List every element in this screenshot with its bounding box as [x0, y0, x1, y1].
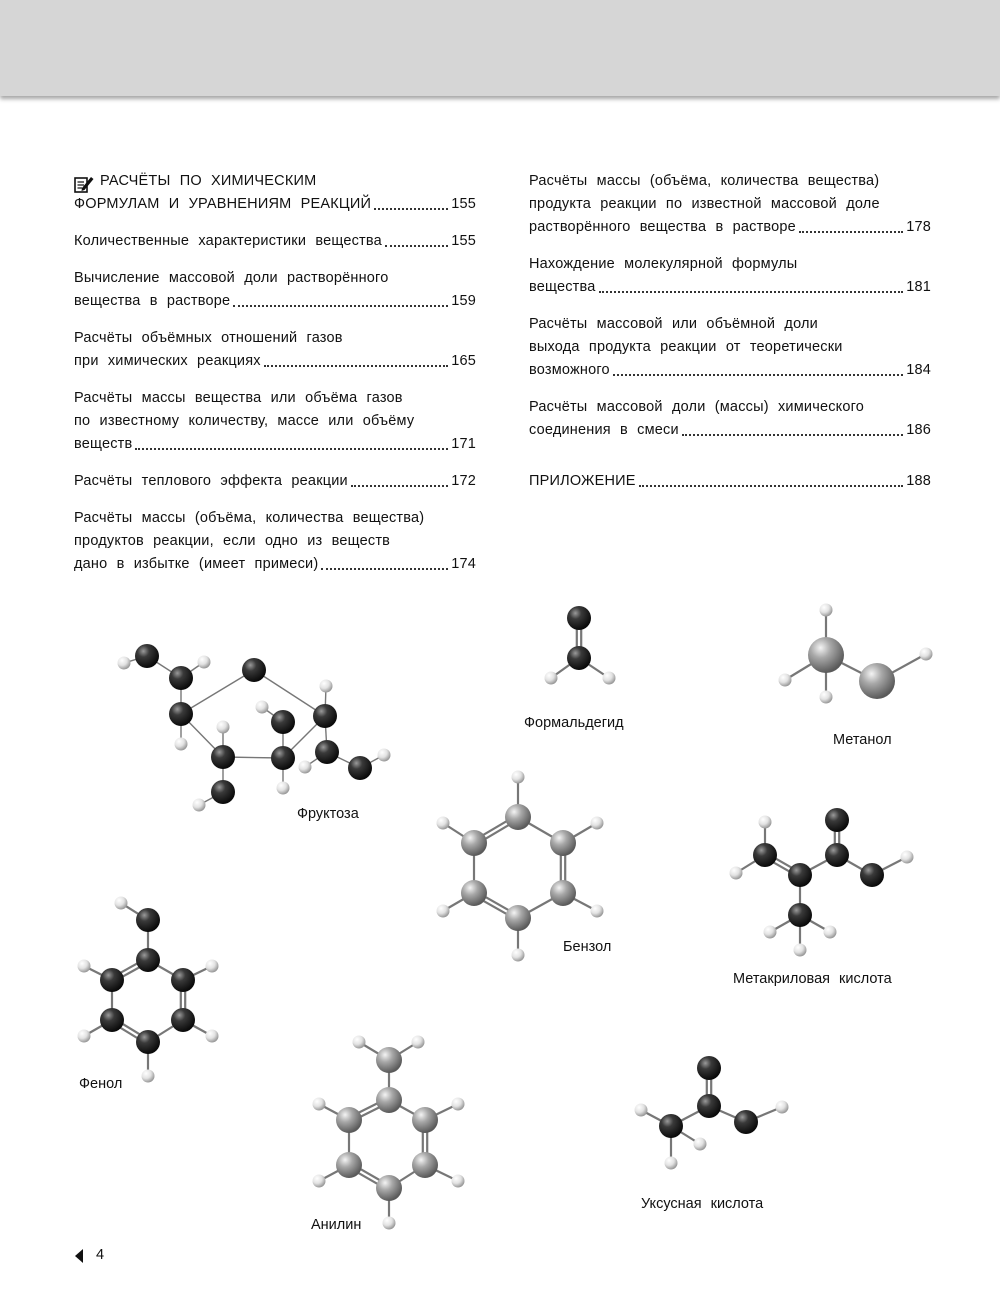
toc-entry-text: дано в избытке (имеет примеси): [74, 556, 319, 572]
hydrogen-atom: [383, 1217, 396, 1230]
toc-entry-text: растворённого вещества в растворе: [529, 219, 796, 235]
hydrogen-atom: [198, 656, 211, 669]
atom: [211, 745, 235, 769]
page-marker-icon: [74, 1249, 84, 1263]
molecule-benzene: [437, 771, 604, 962]
atom: [100, 1008, 124, 1032]
label-methanol: Метанол: [833, 732, 892, 748]
atom: [659, 1114, 683, 1138]
hydrogen-atom: [353, 1036, 366, 1049]
label-formaldehyde: Формальдегид: [524, 715, 624, 731]
hydrogen-atom: [820, 691, 833, 704]
hydrogen-atom: [437, 905, 450, 918]
hydrogen-atom: [256, 701, 269, 714]
atom: [461, 880, 487, 906]
atom: [271, 710, 295, 734]
hydrogen-atom: [118, 657, 131, 670]
toc-entry-text: соединения в смеси: [529, 422, 679, 438]
toc-entry-text: вещества: [529, 279, 596, 295]
atom: [336, 1152, 362, 1178]
atom: [505, 905, 531, 931]
atom: [211, 780, 235, 804]
toc-entry-text: Расчёты массы вещества или объёма газов: [74, 390, 403, 406]
hydrogen-atom: [217, 721, 230, 734]
hydrogen-atom: [78, 960, 91, 973]
page-number: 4: [96, 1247, 105, 1263]
toc-entry-text: Расчёты массы (объёма, количества вещества): [74, 510, 425, 526]
toc-page-number: 172: [451, 473, 476, 489]
hydrogen-atom: [320, 680, 333, 693]
atom: [860, 863, 884, 887]
label-aniline: Анилин: [311, 1217, 362, 1233]
molecule-fructose: [118, 644, 391, 812]
toc-entry-text: веществ: [74, 436, 133, 452]
hydrogen-atom: [603, 672, 616, 685]
toc-entry-text: ФОРМУЛАМ И УРАВНЕНИЯМ РЕАКЦИЙ: [74, 196, 372, 212]
atom: [315, 740, 339, 764]
atom: [348, 756, 372, 780]
toc-entry-text: Расчёты объёмных отношений газов: [74, 330, 343, 346]
atom: [313, 704, 337, 728]
hydrogen-atom: [78, 1030, 91, 1043]
toc-entry-text: продукта реакции по известной массовой доле: [529, 196, 880, 212]
toc-page-number: 186: [906, 422, 931, 438]
atom: [412, 1152, 438, 1178]
atom: [697, 1094, 721, 1118]
label-benzene: Бензол: [563, 939, 612, 955]
toc-page-number: 155: [451, 196, 476, 212]
hydrogen-atom: [794, 944, 807, 957]
hydrogen-atom: [730, 867, 743, 880]
molecule-formaldehyde: [545, 606, 616, 685]
toc-entry-text: выхода продукта реакции от теоретически: [529, 339, 843, 355]
toc-entry-text: по известному количеству, массе или объёму: [74, 413, 415, 429]
hydrogen-atom: [776, 1101, 789, 1114]
hydrogen-atom: [779, 674, 792, 687]
atom: [825, 843, 849, 867]
hydrogen-atom: [901, 851, 914, 864]
molecule-aniline: [313, 1036, 465, 1230]
toc-page-number: 165: [451, 353, 476, 369]
toc-page-number: 174: [451, 556, 476, 572]
hydrogen-atom: [115, 897, 128, 910]
molecule-phenol: [78, 897, 219, 1083]
hydrogen-atom: [764, 926, 777, 939]
toc-page-number: 184: [906, 362, 931, 378]
atom: [825, 808, 849, 832]
toc-page-number: 171: [451, 436, 476, 452]
label-acetic-acid: Уксусная кислота: [641, 1196, 764, 1212]
toc-entry-text: Расчёты массовой или объёмной доли: [529, 316, 818, 332]
atom: [171, 1008, 195, 1032]
atom: [169, 702, 193, 726]
hydrogen-atom: [437, 817, 450, 830]
molecule-acetic: [635, 1056, 789, 1170]
hydrogen-atom: [142, 1070, 155, 1083]
atom: [271, 746, 295, 770]
atom: [753, 843, 777, 867]
hydrogen-atom: [512, 949, 525, 962]
toc-entry-text: Расчёты массы (объёма, количества вещества): [529, 173, 880, 189]
atom: [461, 830, 487, 856]
hydrogen-atom: [759, 816, 772, 829]
atom: [567, 606, 591, 630]
toc-entry-text: при химических реакциях: [74, 353, 261, 369]
atom: [336, 1107, 362, 1133]
atom: [697, 1056, 721, 1080]
hydrogen-atom: [545, 672, 558, 685]
atom: [550, 830, 576, 856]
atom: [859, 663, 895, 699]
toc-entry-text: РАСЧЁТЫ ПО ХИМИЧЕСКИМ: [100, 173, 317, 189]
toc-entry-text: вещества в растворе: [74, 293, 231, 309]
hydrogen-atom: [378, 749, 391, 762]
hydrogen-atom: [313, 1098, 326, 1111]
hydrogen-atom: [206, 960, 219, 973]
hydrogen-atom: [694, 1138, 707, 1151]
hydrogen-atom: [193, 799, 206, 812]
toc-page-number: 159: [451, 293, 476, 309]
toc-entry-text: возможного: [529, 362, 610, 378]
hydrogen-atom: [591, 817, 604, 830]
toc-page-number: 181: [906, 279, 931, 295]
hydrogen-atom: [824, 926, 837, 939]
atom: [171, 968, 195, 992]
atom: [788, 903, 812, 927]
atom: [100, 968, 124, 992]
toc-page-number: 188: [906, 473, 931, 489]
toc-page-number: 155: [451, 233, 476, 249]
hydrogen-atom: [175, 738, 188, 751]
hydrogen-atom: [591, 905, 604, 918]
atom: [136, 908, 160, 932]
toc-entry-text: Вычисление массовой доли растворённого: [74, 270, 389, 286]
atom: [376, 1087, 402, 1113]
toc-entry-text: Расчёты теплового эффекта реакции: [74, 473, 348, 489]
atom: [135, 644, 159, 668]
atom: [412, 1107, 438, 1133]
hydrogen-atom: [299, 761, 312, 774]
atom: [136, 1030, 160, 1054]
hydrogen-atom: [206, 1030, 219, 1043]
hydrogen-atom: [277, 782, 290, 795]
hydrogen-atom: [635, 1104, 648, 1117]
atom: [376, 1175, 402, 1201]
label-phenol: Фенол: [79, 1076, 123, 1092]
label-fructose: Фруктоза: [297, 806, 359, 822]
label-methacrylic-acid: Метакриловая кислота: [733, 971, 892, 987]
hydrogen-atom: [820, 604, 833, 617]
toc-entry-text: ПРИЛОЖЕНИЕ: [529, 473, 636, 489]
atom: [734, 1110, 758, 1134]
atom: [242, 658, 266, 682]
atom: [788, 863, 812, 887]
hydrogen-atom: [313, 1175, 326, 1188]
toc-entry-text: Количественные характеристики вещества: [74, 233, 382, 249]
toc-entry-text: продуктов реакции, если одно из веществ: [74, 533, 391, 549]
atom: [376, 1047, 402, 1073]
atom: [567, 646, 591, 670]
atom: [808, 637, 844, 673]
toc-page-number: 178: [906, 219, 931, 235]
molecule-methacrylic: [730, 808, 914, 957]
toc-entry-text: Нахождение молекулярной формулы: [529, 256, 798, 272]
hydrogen-atom: [665, 1157, 678, 1170]
toc-entry-text: Расчёты массовой доли (массы) химического: [529, 399, 865, 415]
hydrogen-atom: [452, 1175, 465, 1188]
hydrogen-atom: [452, 1098, 465, 1111]
atom: [169, 666, 193, 690]
hydrogen-atom: [412, 1036, 425, 1049]
molecule-methanol: [779, 604, 933, 704]
atom: [550, 880, 576, 906]
atom: [505, 804, 531, 830]
hydrogen-atom: [920, 648, 933, 661]
hydrogen-atom: [512, 771, 525, 784]
atom: [136, 948, 160, 972]
